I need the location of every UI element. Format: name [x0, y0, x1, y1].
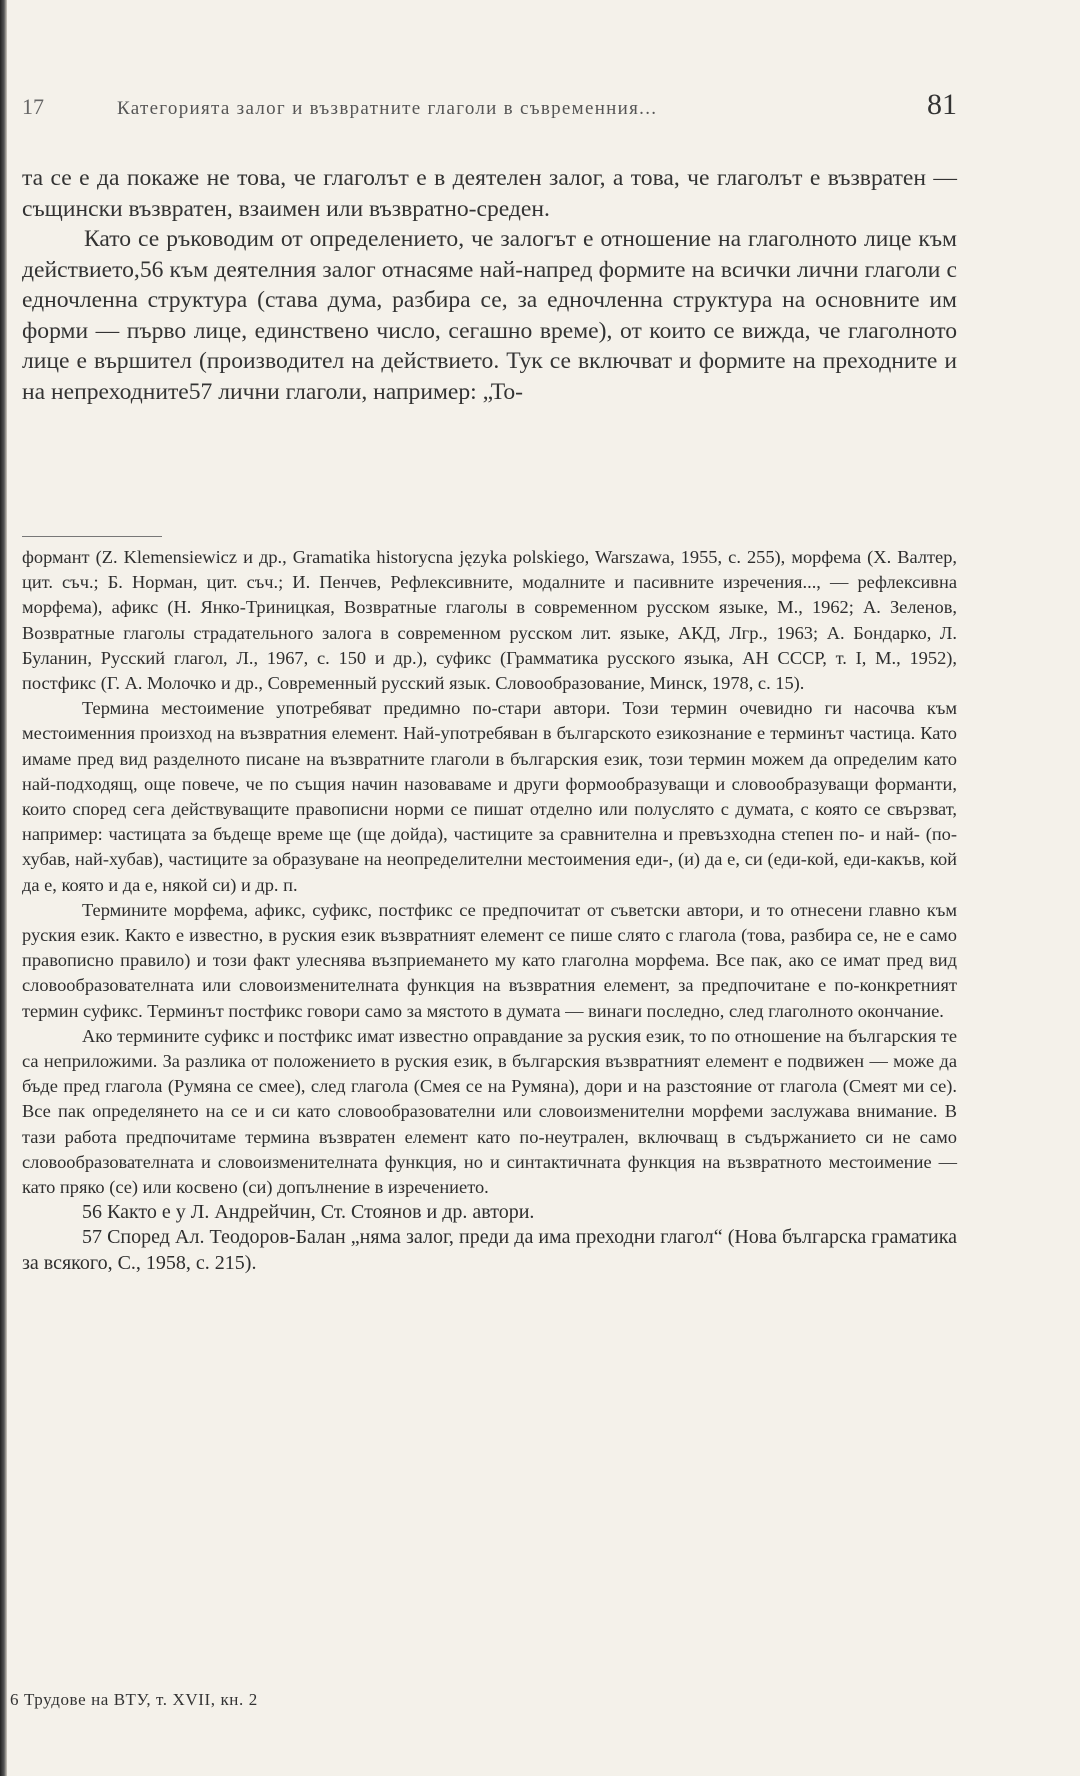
footnote-continuation: формант (Z. Klemensiewicz и др., Gramatika historycna języka polskiego, Warszawa, 1955, с. 255), морфема (Х. Валтер, цит. съч.; Б. Норман, цит. съч.; И. Пенчев, Рефлексивните, модалните и пасивните изречения..., — рефлексивна морфема), афикс (Н. Янко-Триницкая, Возвратные глаголы в современном русском языке, М., 1962; А. Зеленов, Возвратные глаголы страдательного залога в современном русском лит. языке, АКД, Лгр., 1963; А. Бондарко, Л. Буланин, Русский глагол, Л., 1967, с. 150 и др.), суфикс (Грамматика русского языка, АН СССР, т. I, М., 1952), постфикс (Г. А. Молочко и др., Современный русский язык. Словообразование, Минск, 1978, с. 15). — [22, 547, 957, 694]
running-head-title: Категорията залог и възвратните глаголи в съвременния... — [117, 98, 658, 119]
footnote-57: 57 Според Ал. Теодоров-Балан „няма залог, преди да има преходни глагол“ (Нова българска граматика за всякого, С., 1958, с. 215). — [22, 1226, 957, 1274]
page-spine-edge — [0, 0, 7, 1776]
running-head — [22, 88, 957, 120]
main-paragraph-2: Като се ръководим от определението, че залогът е отношение на глаголното лице към действието,56 към деятелния залог отнасяме най-напред формите на всички лични глаголи с едночленна структура (става дума, разбира се, за едночленна структура на основните им форми — първо лице, единствено число, сегашно време), от които се вижда, че глаголното лице е вършител (производител на действието. Тук се включват и формите на преходните и на непреходните57 лични глаголи, например: „То- — [22, 226, 957, 405]
footnote-paragraph-sufiks: Ако термините суфикс и постфикс имат известно оправдание за руския език, то по отношение на българския те са неприложими. За разлика от положението в руския език, в българския възвратният елемент е подвижен — може да бъде пред глагола (Румяна се смее), след глагола (Смея се на Румяна), дори и на разстояние от глагола (Смеят ми се). Все пак определянето на се и си като словообразователни или словоизменителни морфеми заслужава внимание. В тази работа предпочитаме термина възвратен елемент като по-неутрален, включващ в съдържанието си не само словообразователната и словоизменителната функция, но и синтактичната функция на възвратното местоимение — като пряко (се) или косвено (си) допълнение в изречението. — [22, 1025, 957, 1198]
footnote-separator — [22, 536, 162, 537]
main-paragraph-1: та се е да покаже не това, че глаголът е в деятелен залог, а това, че глаголът е възвратен — същински възвратен, взаимен или възвратно-среден. — [22, 165, 957, 222]
footnote-56: 56 Както е у Л. Андрейчин, Ст. Стоянов и др. автори. — [82, 1201, 535, 1224]
page-number: 81 — [927, 88, 957, 121]
footnote-paragraph-morfema: Термините морфема, афикс, суфикс, постфикс се предпочитат от съветски автори, и то отнесени главно към руския език. Както е известно, в руския език възвратният елемент се пише слято с глагола (това, разбира се, не е само правописно правило) и този факт улеснява възприемането му като глаголна морфема. Все пак, ако се имат пред вид словообразователната или словоизменителната функция на възвратния елемент, за предпочитане е по-конкретният термин суфикс. Терминът постфикс говори само за мястото в думата — винаги последно, след глаголното окончание. — [22, 899, 957, 1021]
footnote-paragraph-mestoimenie: Термина местоимение употребяват предимно по-стари автори. Този термин очевидно ги насочва към местоименния произход на възвратния елемент. Най-употребяван в българското езикознание е терминът частица. Като имаме пред вид разделното писане на възвратните глаголи в българския език, този термин можем да определим като най-подходящ, още повече, че по същия начин назоваваме и други формообразуващи и словообразуващи форманти, които според сега действуващите правописни норми се пишат отделно или полуслято с думата, с която се свързват, например: частицата за бъдеще време ще (ще дойда), частиците за сравнителна и превъзходна степен по- и най- (по-хубав, най-хубав), частиците за образуване на неопределителни местоимения еди-, (и) да е, си (еди-кой, еди-какъв, кой да е, която и да е, някой си) и др. п. — [22, 698, 957, 895]
folio-left: 17 — [22, 94, 44, 119]
footnotes — [22, 545, 957, 1276]
main-text — [22, 163, 957, 407]
page-footer: 6 Трудове на ВТУ, т. XVII, кн. 2 — [10, 1690, 258, 1709]
